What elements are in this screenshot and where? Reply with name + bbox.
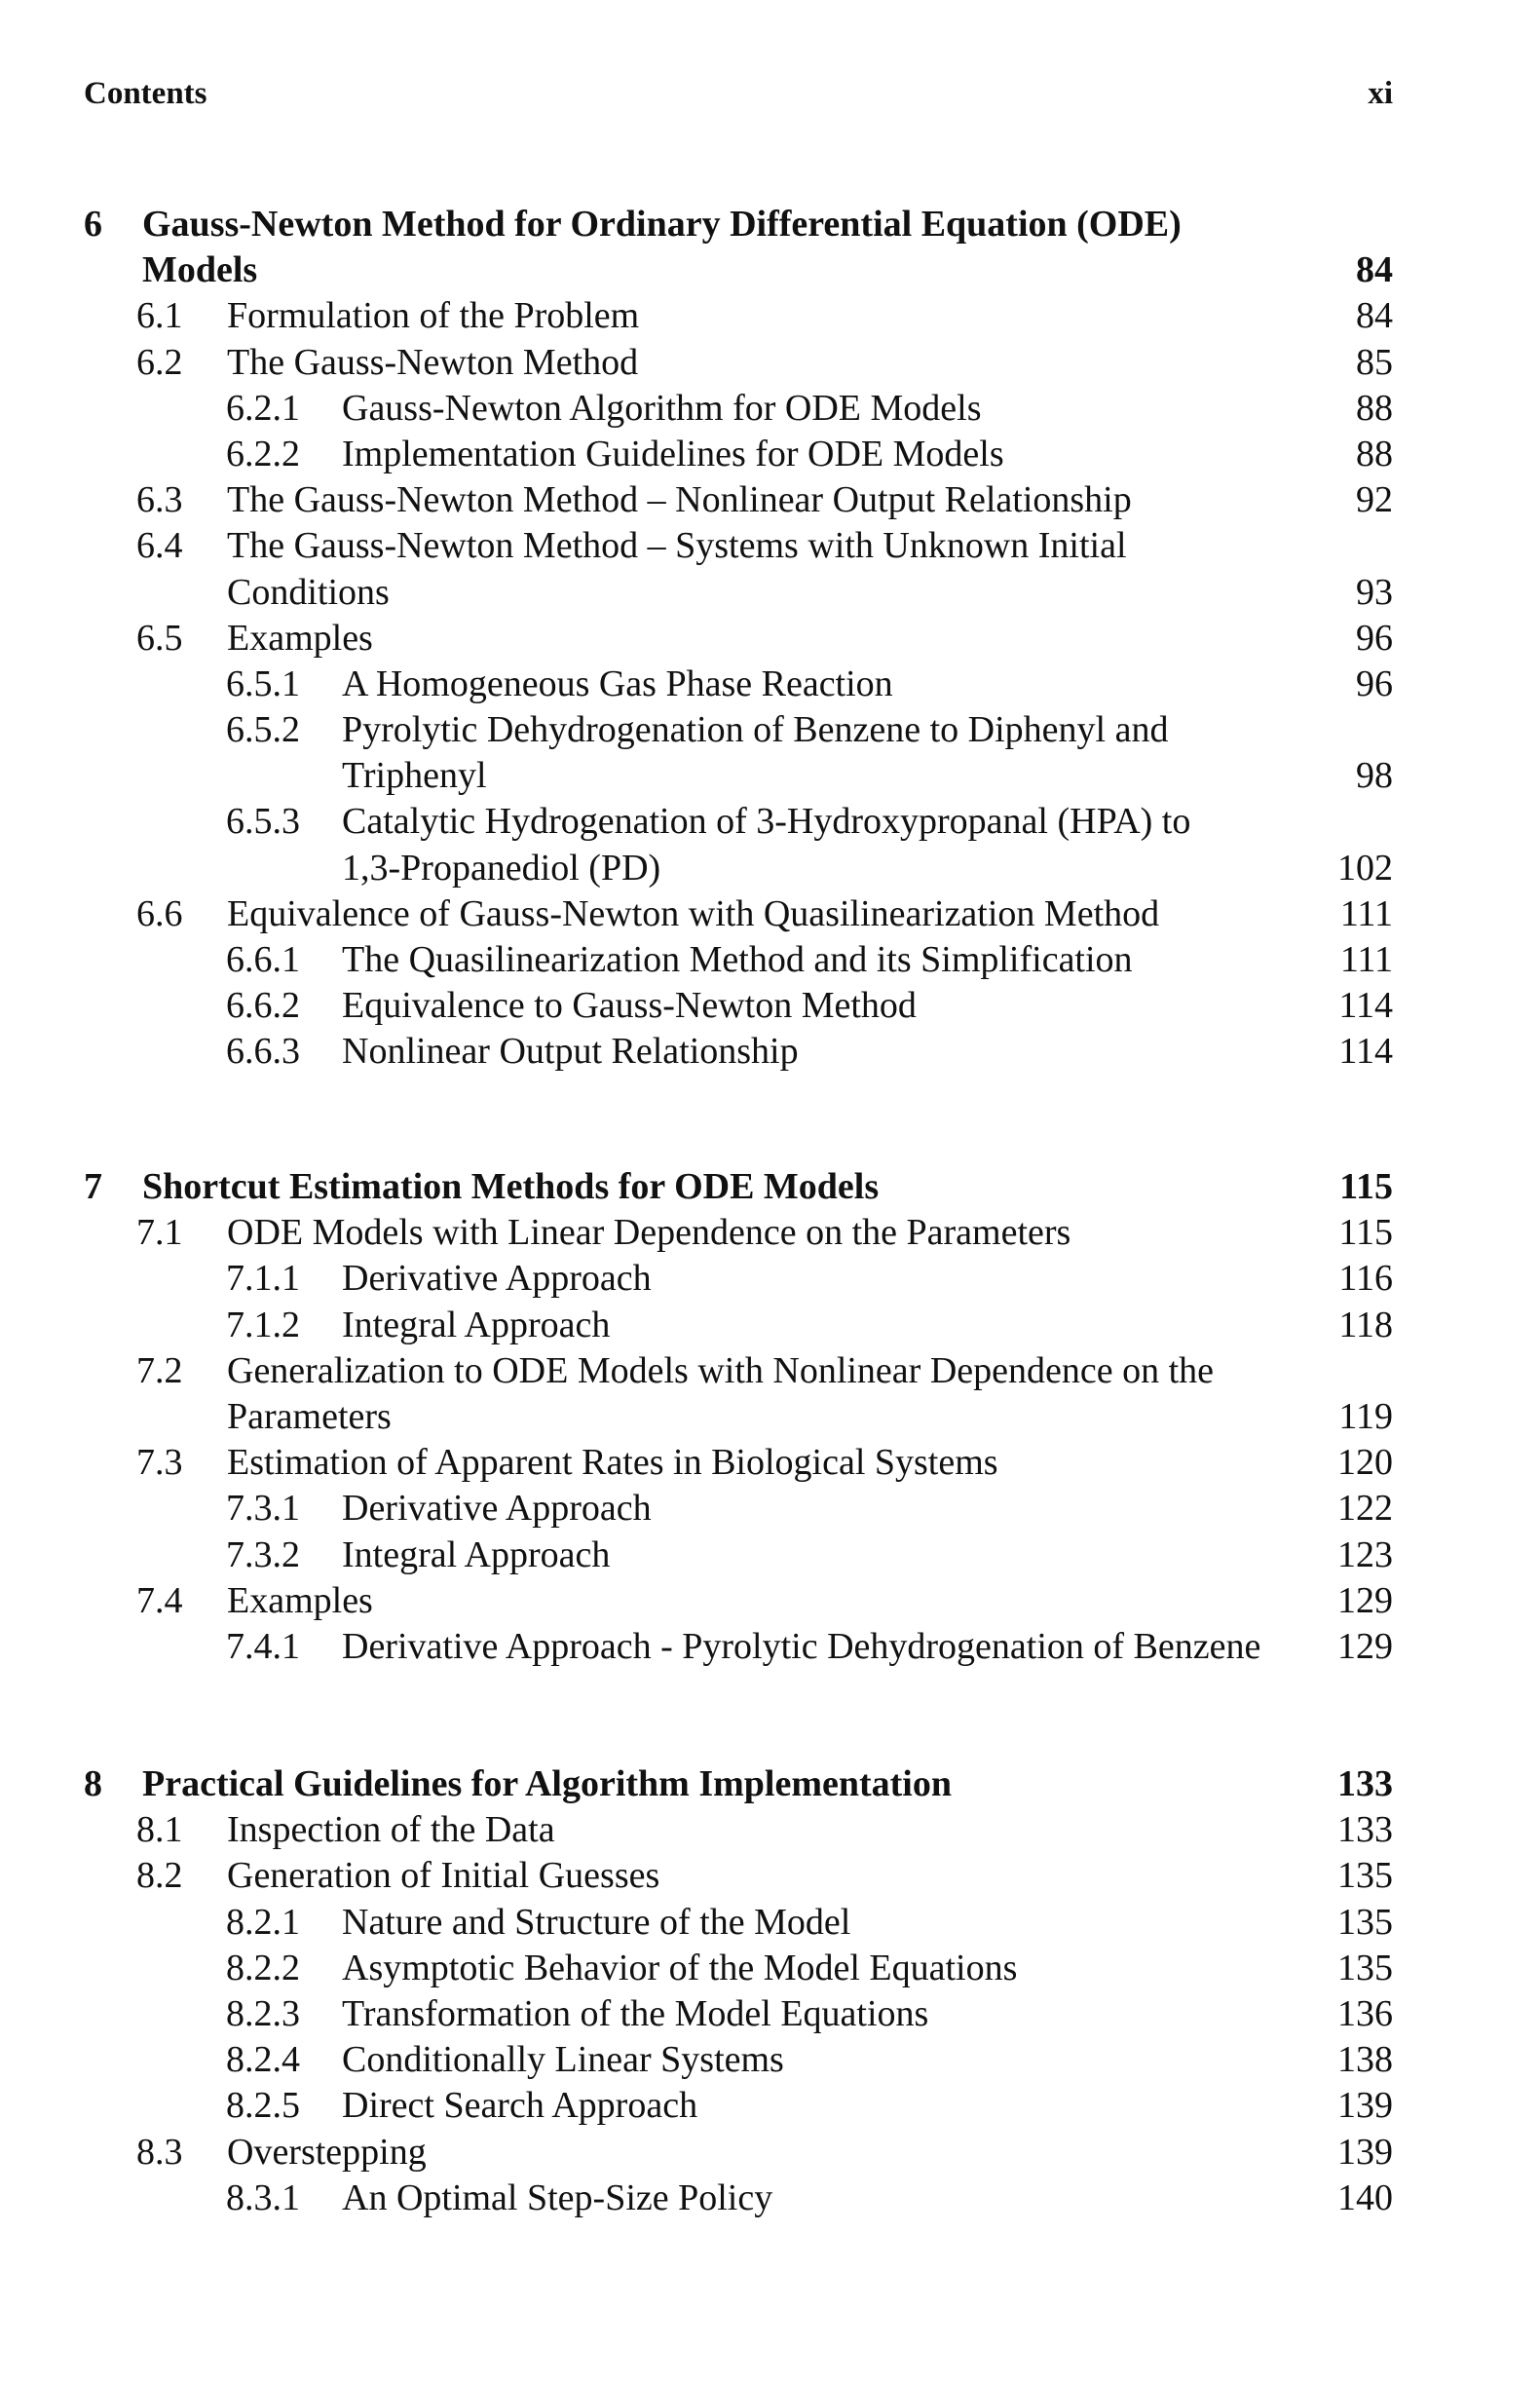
toc-number: 8.2.3 xyxy=(226,1992,300,2034)
toc-number: 6.2 xyxy=(136,341,183,383)
toc-title: Practical Guidelines for Algorithm Implementation xyxy=(142,1763,952,1804)
toc-page: 114 xyxy=(1338,985,1393,1027)
toc-page: 123 xyxy=(1337,1533,1393,1575)
toc-subsection[interactable] xyxy=(84,2037,1393,2083)
toc-section[interactable] xyxy=(84,1578,1393,1624)
toc-page: 92 xyxy=(1356,479,1393,521)
toc-page: 135 xyxy=(1337,1947,1393,1988)
toc-page: 84 xyxy=(1356,249,1393,291)
running-head-title: Contents xyxy=(84,76,207,111)
toc-page: 84 xyxy=(1356,295,1393,337)
toc-number: 6.1 xyxy=(136,295,183,337)
toc-page: 88 xyxy=(1356,433,1393,474)
toc-number: 6.6.3 xyxy=(226,1031,300,1073)
toc-page: 102 xyxy=(1337,847,1393,889)
toc-subsection[interactable] xyxy=(84,662,1393,707)
toc-page: 115 xyxy=(1338,1212,1393,1254)
toc-page: 118 xyxy=(1338,1304,1393,1345)
toc-title: Examples xyxy=(227,617,373,659)
toc-title: Derivative Approach xyxy=(342,1258,652,1300)
toc-number: 6.2.1 xyxy=(226,387,300,429)
toc-number: 6.6 xyxy=(136,892,183,934)
toc-section[interactable] xyxy=(84,1807,1393,1853)
toc-number: 6.3 xyxy=(136,479,183,521)
toc-title: Integral Approach xyxy=(342,1304,611,1345)
toc-page: 85 xyxy=(1356,341,1393,383)
toc-subsection[interactable] xyxy=(84,1624,1393,1670)
toc-number: 8.2.4 xyxy=(226,2039,300,2081)
toc-page: 140 xyxy=(1337,2176,1393,2218)
toc-chapter-6 xyxy=(84,202,1393,1076)
toc-section[interactable] xyxy=(84,293,1393,339)
toc-section[interactable] xyxy=(84,891,1393,937)
toc-chapter-8 xyxy=(84,1761,1393,2221)
toc-title: Conditionally Linear Systems xyxy=(342,2039,784,2081)
toc-subsection[interactable] xyxy=(84,1029,1393,1075)
toc-chapter-heading[interactable] xyxy=(84,1761,1393,1807)
toc-subsection[interactable] xyxy=(84,1533,1393,1578)
toc-number: 8.1 xyxy=(136,1809,183,1851)
toc-number: 7.3 xyxy=(136,1442,183,1484)
toc-title: Generation of Initial Guesses xyxy=(227,1855,660,1897)
toc-subsection[interactable] xyxy=(84,983,1393,1029)
toc-title: Pyrolytic Dehydrogenation of Benzene to Diphenyl and Triphenyl xyxy=(342,709,1169,797)
toc-page: 96 xyxy=(1356,662,1393,704)
toc-title: Gauss-Newton Algorithm for ODE Models xyxy=(342,387,982,429)
toc-section[interactable] xyxy=(84,477,1393,523)
toc-page: 139 xyxy=(1337,2131,1393,2173)
toc-page: 136 xyxy=(1337,1992,1393,2034)
toc-title: An Optimal Step-Size Policy xyxy=(342,2176,773,2218)
toc-section[interactable] xyxy=(84,1210,1393,1256)
toc-number: 6.6.1 xyxy=(226,939,300,981)
toc-title: Equivalence to Gauss-Newton Method xyxy=(342,985,917,1027)
toc-title: The Quasilinearization Method and its Simplification xyxy=(342,939,1133,981)
toc-title: Shortcut Estimation Methods for ODE Models xyxy=(142,1166,880,1207)
toc-title: Examples xyxy=(227,1579,373,1621)
toc-number: 6.5 xyxy=(136,617,183,659)
toc-page: 88 xyxy=(1356,387,1393,429)
toc-page: 138 xyxy=(1337,2039,1393,2081)
toc-section[interactable] xyxy=(84,1853,1393,1899)
toc-page: 111 xyxy=(1339,892,1393,934)
toc-title: A Homogeneous Gas Phase Reaction xyxy=(342,662,893,704)
toc-number: 6.6.2 xyxy=(226,985,300,1027)
toc-title: Direct Search Approach xyxy=(342,2085,698,2127)
toc-page: 111 xyxy=(1339,939,1393,981)
toc-page: 93 xyxy=(1356,571,1393,613)
toc-subsection[interactable] xyxy=(84,707,1393,799)
toc-title: The Gauss-Newton Method xyxy=(227,341,639,383)
toc-subsection[interactable] xyxy=(84,1946,1393,1991)
toc-page: 115 xyxy=(1339,1166,1393,1207)
toc-subsection[interactable] xyxy=(84,2083,1393,2129)
toc-section[interactable] xyxy=(84,1348,1393,1440)
toc-subsection[interactable] xyxy=(84,1486,1393,1532)
toc-section[interactable] xyxy=(84,1440,1393,1486)
toc-page: 114 xyxy=(1338,1031,1393,1073)
toc-title: Derivative Approach - Pyrolytic Dehydrogenation of Benzene xyxy=(342,1625,1261,1667)
toc-page: 133 xyxy=(1337,1763,1393,1804)
toc-title: Inspection of the Data xyxy=(227,1809,555,1851)
toc-page: 96 xyxy=(1356,617,1393,659)
toc-title: The Gauss-Newton Method – Systems with Unknown Initial Conditions xyxy=(227,525,1127,613)
toc-title: Estimation of Apparent Rates in Biological Systems xyxy=(227,1442,998,1484)
toc-number: 7.2 xyxy=(136,1349,183,1391)
toc-page: 129 xyxy=(1337,1579,1393,1621)
page-number: xi xyxy=(1368,76,1393,111)
toc-title: Nonlinear Output Relationship xyxy=(342,1031,799,1073)
toc-title: ODE Models with Linear Dependence on the Parameters xyxy=(227,1212,1071,1254)
toc-number: 7.1.2 xyxy=(226,1304,300,1345)
toc-number: 6 xyxy=(84,204,102,245)
toc-number: 7.3.1 xyxy=(226,1488,300,1530)
toc-section[interactable] xyxy=(84,523,1393,615)
toc-page: 135 xyxy=(1337,1901,1393,1943)
toc-title: Derivative Approach xyxy=(342,1488,652,1530)
toc-page: 133 xyxy=(1337,1809,1393,1851)
toc-title: Overstepping xyxy=(227,2131,427,2173)
toc-number: 6.5.1 xyxy=(226,662,300,704)
toc-title: Nature and Structure of the Model xyxy=(342,1901,851,1943)
toc-page: 98 xyxy=(1356,755,1393,797)
running-head xyxy=(84,76,1393,115)
toc-title: Formulation of the Problem xyxy=(227,295,640,337)
toc-number: 7.3.2 xyxy=(226,1533,300,1575)
toc-title: Gauss-Newton Method for Ordinary Differential Equation (ODE) Models xyxy=(142,204,1182,291)
toc-page: 135 xyxy=(1337,1855,1393,1897)
toc-subsection[interactable] xyxy=(84,1900,1393,1946)
toc-subsection[interactable] xyxy=(84,937,1393,983)
toc-number: 6.5.2 xyxy=(226,709,300,751)
toc-subsection[interactable] xyxy=(84,799,1393,890)
toc-title: Transformation of the Model Equations xyxy=(342,1992,929,2034)
toc-title: Implementation Guidelines for ODE Models xyxy=(342,433,1004,474)
toc-subsection[interactable] xyxy=(84,1303,1393,1348)
toc-subsection[interactable] xyxy=(84,1256,1393,1302)
toc-number: 7 xyxy=(84,1166,102,1207)
toc-title: Generalization to ODE Models with Nonlinear Dependence on the Parameters xyxy=(227,1349,1215,1437)
toc-section[interactable] xyxy=(84,616,1393,662)
toc-number: 8 xyxy=(84,1763,102,1804)
toc-number: 6.5.3 xyxy=(226,801,300,843)
toc-number: 8.2.1 xyxy=(226,1901,300,1943)
toc-number: 8.3.1 xyxy=(226,2176,300,2218)
toc-number: 7.4.1 xyxy=(226,1625,300,1667)
toc-page: 129 xyxy=(1337,1625,1393,1667)
toc-page: 139 xyxy=(1337,2085,1393,2127)
toc-number: 7.1 xyxy=(136,1212,183,1254)
toc-section[interactable] xyxy=(84,2130,1393,2176)
toc-title: Integral Approach xyxy=(342,1533,611,1575)
toc-number: 8.2.5 xyxy=(226,2085,300,2127)
toc-number: 8.2.2 xyxy=(226,1947,300,1988)
toc-chapter-7 xyxy=(84,1164,1393,1670)
toc-number: 8.2 xyxy=(136,1855,183,1897)
toc-subsection[interactable] xyxy=(84,2176,1393,2221)
toc-number: 7.1.1 xyxy=(226,1258,300,1300)
toc-number: 6.2.2 xyxy=(226,433,300,474)
toc-page: 119 xyxy=(1338,1395,1393,1437)
toc-chapter-heading[interactable] xyxy=(84,1164,1393,1210)
toc-title: Equivalence of Gauss-Newton with Quasilinearization Method xyxy=(227,892,1160,934)
toc-section[interactable] xyxy=(84,340,1393,386)
toc-page: 122 xyxy=(1337,1488,1393,1530)
toc-page: 120 xyxy=(1337,1442,1393,1484)
toc-title: Catalytic Hydrogenation of 3-Hydroxypropanal (HPA) to 1,3-Propanediol (PD) xyxy=(342,801,1191,889)
toc-title: The Gauss-Newton Method – Nonlinear Output Relationship xyxy=(227,479,1132,521)
toc-subsection[interactable] xyxy=(84,1991,1393,2037)
toc-chapter-heading[interactable] xyxy=(84,202,1393,293)
toc-number: 8.3 xyxy=(136,2131,183,2173)
toc-number: 7.4 xyxy=(136,1579,183,1621)
toc-number: 6.4 xyxy=(136,525,183,567)
toc-subsection[interactable] xyxy=(84,386,1393,432)
toc-title: Asymptotic Behavior of the Model Equations xyxy=(342,1947,1018,1988)
toc-page: 116 xyxy=(1338,1258,1393,1300)
toc-subsection[interactable] xyxy=(84,432,1393,477)
